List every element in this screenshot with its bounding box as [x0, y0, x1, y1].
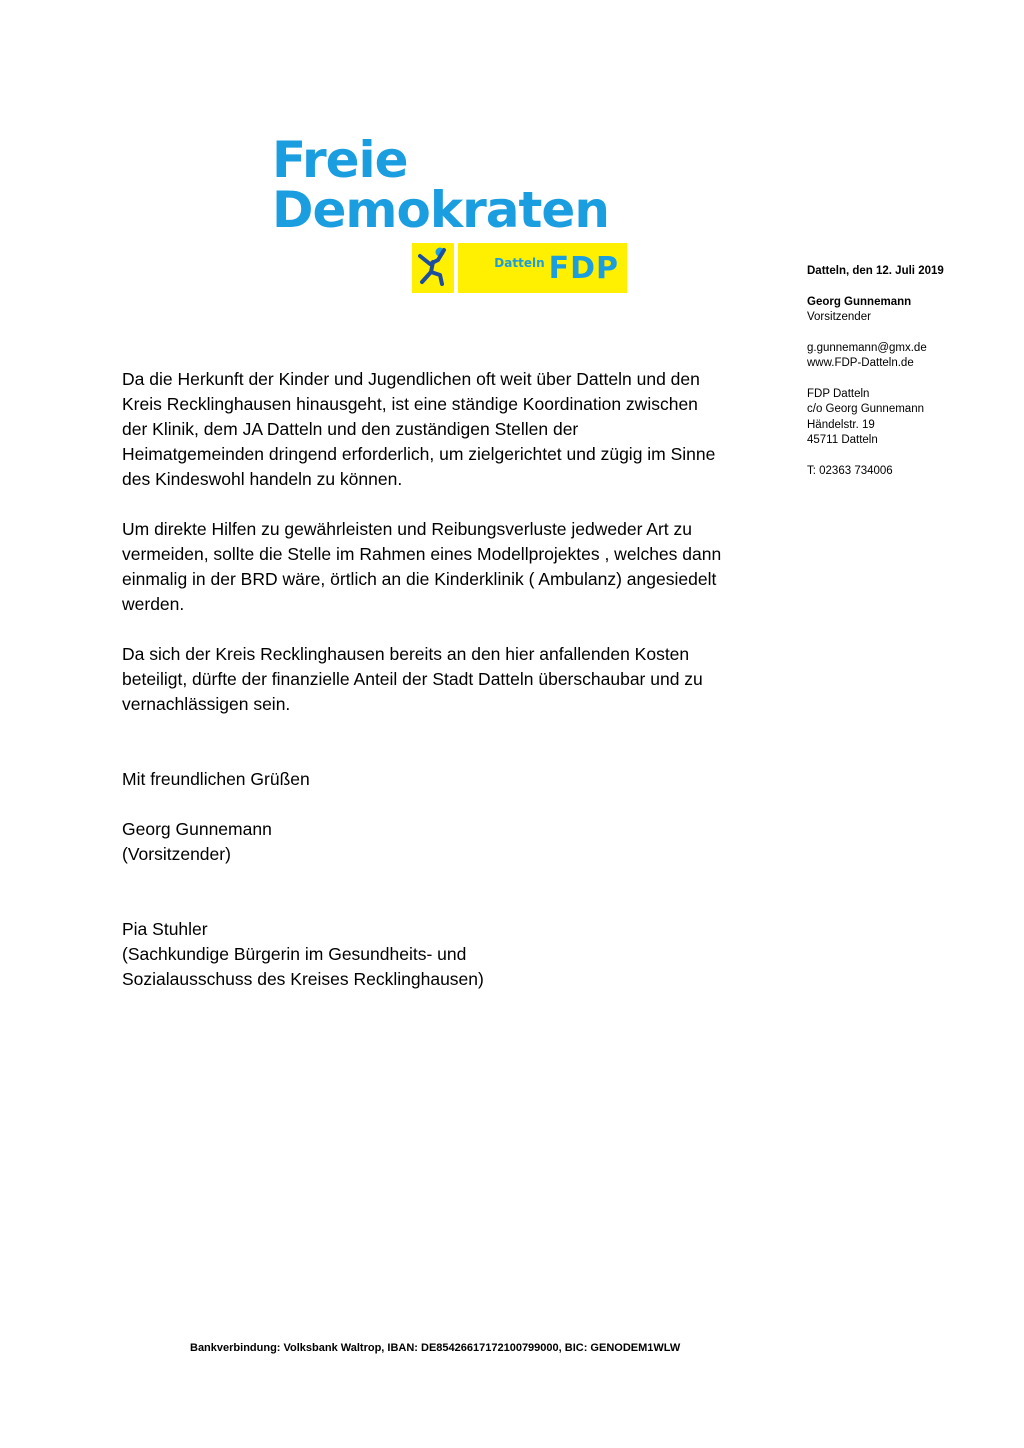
text-line: einmalig in der BRD wäre, örtlich an die Kinderklinik ( Ambulanz) angesiedelt	[122, 569, 717, 589]
text-line: Da sich der Kreis Recklinghausen bereits an den hier anfallenden Kosten	[122, 644, 690, 664]
signature-1	[122, 817, 272, 867]
sender-city: 45711 Datteln	[807, 434, 878, 446]
signer-2-role-line-1: (Sachkundige Bürgerin im Gesundheits- und	[122, 944, 467, 964]
sender-name: Georg Gunnemann	[807, 295, 912, 308]
logo-word-freie: Freie	[272, 131, 408, 189]
letter-body	[122, 367, 782, 742]
text-line: beteiligt, dürfte der finanzielle Anteil der Stadt Datteln überschaubar und zu	[122, 669, 703, 689]
text-line: Heimatgemeinden dringend erforderlich, um zielgerichtet und zügig im Sinne	[122, 444, 716, 464]
logo-band	[412, 243, 627, 293]
text-line: Um direkte Hilfen zu gewährleisten und Reibungsverluste jedweder Art zu	[122, 519, 693, 539]
text-line: werden.	[122, 594, 185, 614]
sender-block	[807, 264, 1007, 479]
sender-address	[807, 387, 1007, 449]
paragraph-1	[122, 367, 782, 492]
sender-phone: T: 02363 734006	[807, 464, 893, 477]
text-line: Da die Herkunft der Kinder und Jugendlichen oft weit über Datteln und den	[122, 369, 700, 389]
text-line: vermeiden, sollte die Stelle im Rahmen eines Modellprojektes , welches dann	[122, 544, 722, 564]
paragraph-3	[122, 642, 782, 717]
paragraph-2	[122, 517, 782, 617]
signer-2-name: Pia Stuhler	[122, 919, 208, 939]
sender-identity	[807, 295, 1007, 326]
text-line: des Kindeswohl handeln zu können.	[122, 469, 403, 489]
logo-figure-box	[412, 243, 454, 293]
fdp-logo	[272, 131, 632, 286]
closing-greeting: Mit freundlichen Grüßen	[122, 769, 310, 789]
text-line: Kreis Recklinghausen hinausgeht, ist eine ständige Koordination zwischen	[122, 394, 698, 414]
signer-1-name: Georg Gunnemann	[122, 819, 272, 839]
sender-contact	[807, 341, 1007, 372]
jumping-person-icon	[416, 246, 450, 291]
logo-local-name: Datteln	[494, 256, 545, 270]
text-line: vernachlässigen sein.	[122, 694, 291, 714]
signer-1-role: (Vorsitzender)	[122, 844, 231, 864]
sender-website: www.FDP-Datteln.de	[807, 357, 914, 369]
letter-date: Datteln, den 12. Juli 2019	[807, 265, 944, 277]
sender-co: c/o Georg Gunnemann	[807, 403, 924, 415]
text-line: der Klinik, dem JA Datteln und den zuständigen Stellen der	[122, 419, 579, 439]
sender-street: Händelstr. 19	[807, 418, 875, 431]
signature-2	[122, 917, 484, 992]
logo-party-name: FDP	[548, 250, 619, 286]
sender-org: FDP Datteln	[807, 387, 870, 400]
logo-fdp-box	[458, 243, 627, 293]
signer-2-role-line-2: Sozialausschuss des Kreises Recklinghausen)	[122, 969, 484, 989]
sender-role: Vorsitzender	[807, 311, 871, 323]
bank-details-footer: Bankverbindung: Volksbank Waltrop, IBAN: DE85426617172100799000, BIC: GENODEM1WLW	[190, 1342, 681, 1354]
logo-word-demokraten: Demokraten	[272, 181, 609, 239]
sender-email: g.gunnemann@gmx.de	[807, 341, 927, 354]
